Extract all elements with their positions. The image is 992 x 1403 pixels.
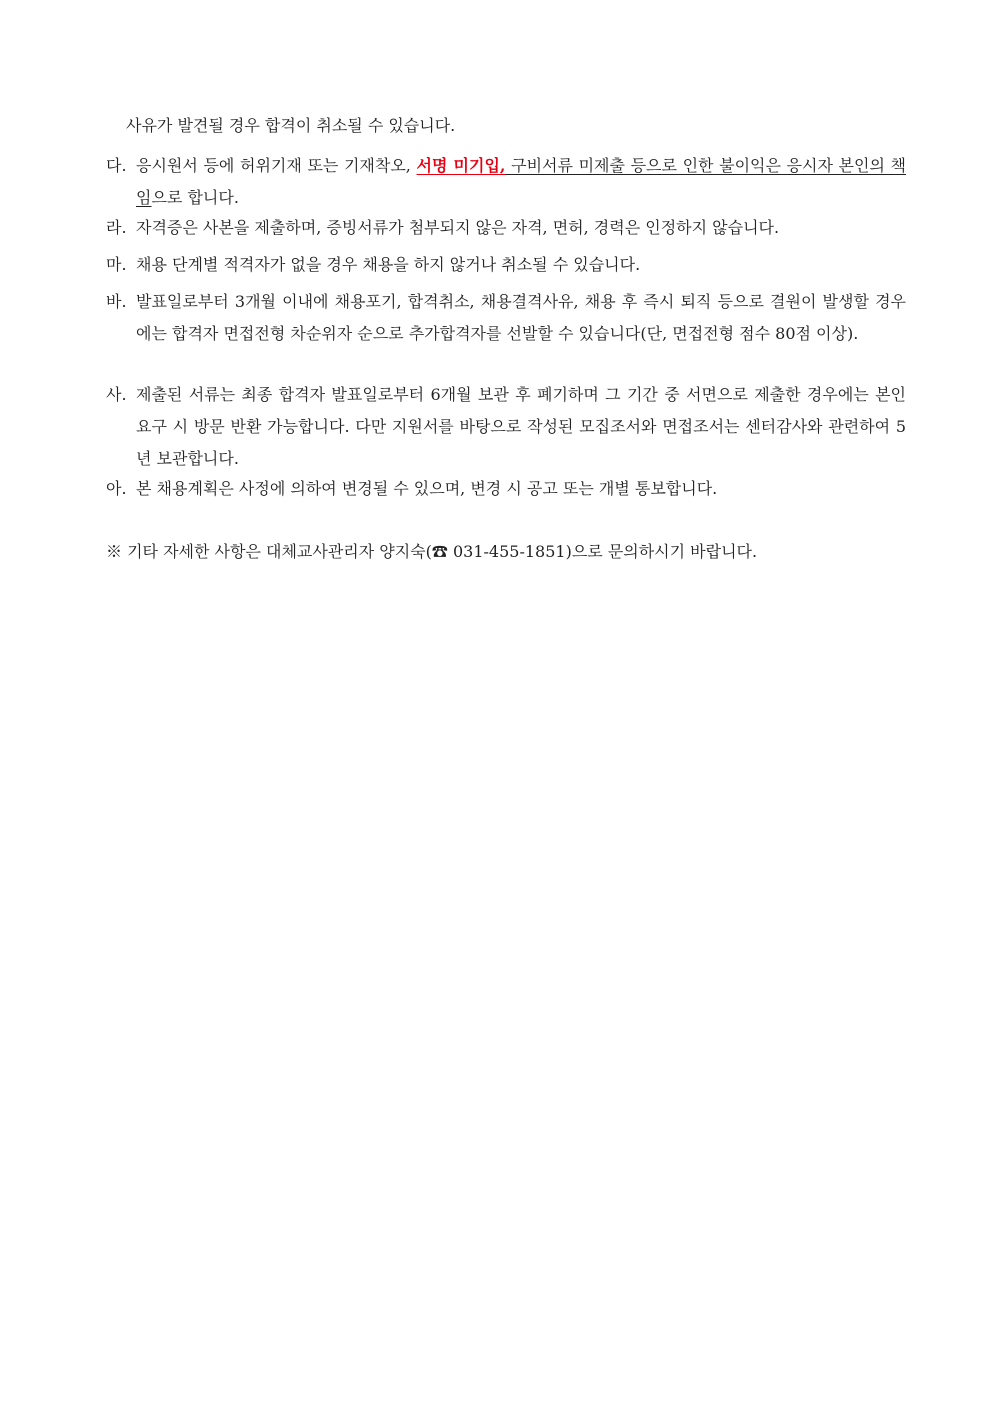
contact-note: ※ 기타 자세한 사항은 대체교사관리자 양지숙(☎ 031-455-1851)으로 문의하시기 바랍니다. — [106, 542, 758, 561]
list-marker: 다. — [106, 156, 127, 175]
list-item-text: 자격증은 사본을 제출하며, 증빙서류가 첨부되지 않은 자격, 면허, 경력은 인정하지 않습니다. — [136, 218, 780, 237]
text-segment: 으로 합니다. — [151, 188, 239, 207]
list-item-da — [106, 150, 906, 214]
list-item-text: 발표일로부터 3개월 이내에 채용포기, 합격취소, 채용결격사유, 채용 후 즉시 퇴직 등으로 결원이 발생할 경우에는 합격자 면접전형 차순위자 순으로 추가합격자를 선발할 수 있습니다(단, 면접전형 점수 80점 이상). — [136, 292, 906, 343]
list-marker: 마. — [106, 255, 127, 274]
list-item-text: 본 채용계획은 사정에 의하여 변경될 수 있으며, 변경 시 공고 또는 개별 통보합니다. — [136, 479, 718, 498]
list-item-a — [106, 473, 906, 505]
list-item-ba — [106, 286, 906, 350]
list-marker: 사. — [106, 385, 127, 404]
list-marker: 라. — [106, 218, 127, 237]
list-item-text: 제출된 서류는 최종 합격자 발표일로부터 6개월 보관 후 폐기하며 그 기간 중 서면으로 제출한 경우에는 본인 요구 시 방문 반환 가능합니다. 다만 지원서를 바탕으로 작성된 모집조서와 면접조서는 센터감사와 관련하여 5년 보관합니다. — [136, 385, 906, 468]
highlighted-text: 서명 미기입, — [416, 156, 506, 175]
continuation-text: 사유가 발견될 경우 합격이 취소될 수 있습니다. — [126, 116, 456, 135]
list-item-ra — [106, 212, 906, 244]
list-marker: 아. — [106, 479, 127, 498]
list-item-text: 채용 단계별 적격자가 없을 경우 채용을 하지 않거나 취소될 수 있습니다. — [136, 255, 641, 274]
list-item-sa — [106, 379, 906, 475]
underlined-text: 구비서류 미제출 등으로 인한 불이익은 응시자 본인의 책임 — [136, 156, 907, 207]
list-item-text — [136, 150, 906, 214]
text-segment: 응시원서 등에 허위기재 또는 기재착오, — [136, 156, 417, 175]
list-marker: 바. — [106, 292, 127, 311]
list-item-ma — [106, 249, 906, 281]
